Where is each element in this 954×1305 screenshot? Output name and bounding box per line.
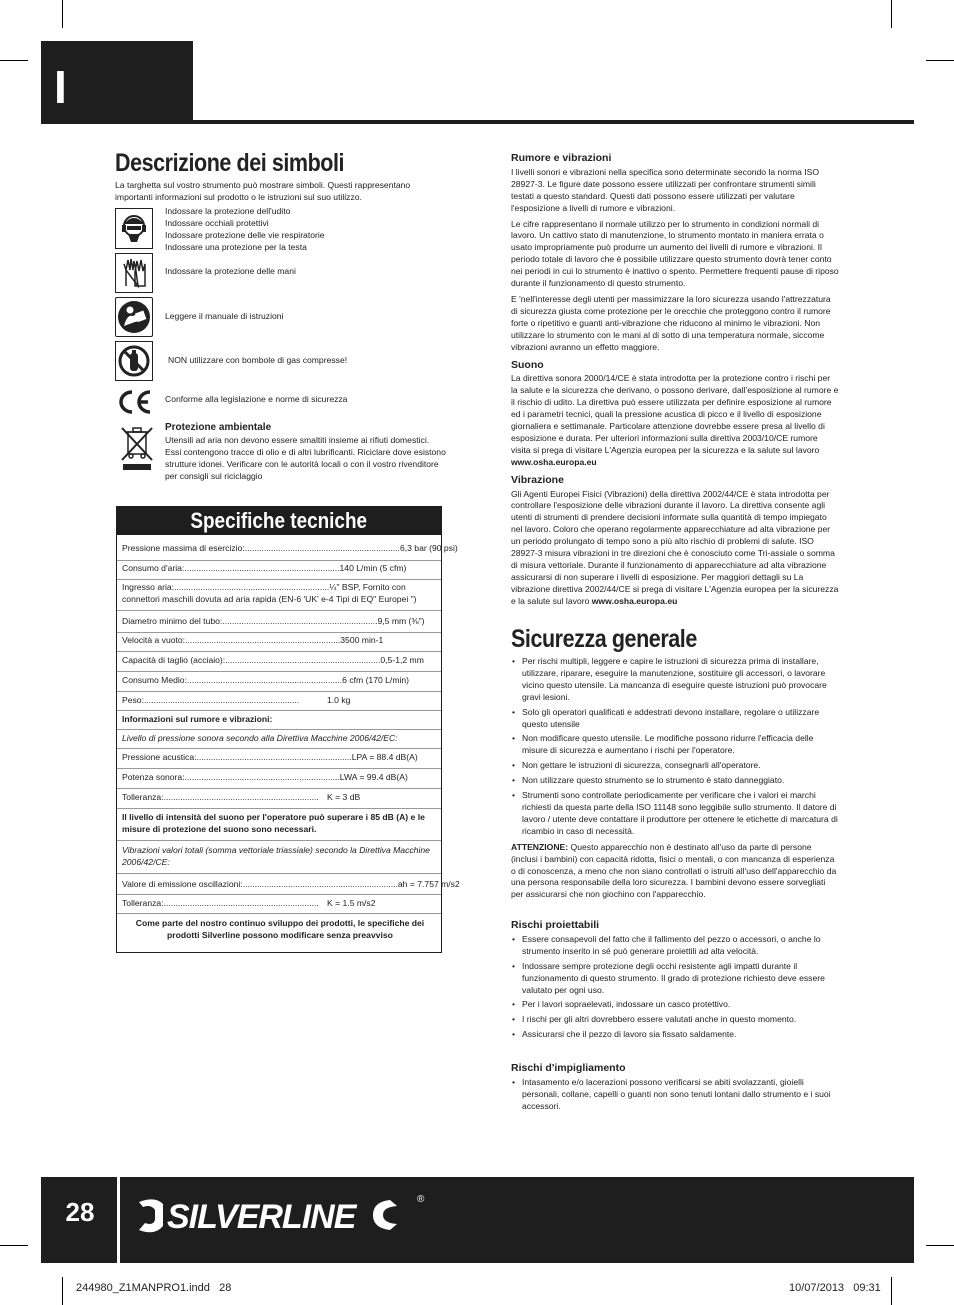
- spec-label: Pressione acustica:.................................................................: [122, 752, 352, 762]
- divider: [117, 808, 441, 809]
- spec-value: 6 cfm (170 L/min): [342, 675, 410, 685]
- spec-label: Velocità a vuoto:.................................................................: [122, 635, 341, 645]
- safety-list: [511, 656, 839, 838]
- list-item: • Non utilizzare questo strumento se lo strumento è stato danneggiato.: [511, 775, 839, 787]
- spec-label: Valore di emissione oscillazioni:.................................................................: [122, 879, 398, 889]
- symbols-intro: La targhetta sul vostro strumento può mostrare simboli. Questi rappresentano importanti informazioni sul prodotto o le istruzioni sul suo utilizzo.: [115, 180, 411, 202]
- divider: [117, 894, 441, 895]
- symbol-ppe-line: Indossare occhiali protettivi: [165, 217, 269, 228]
- projectile-section: [511, 920, 839, 1044]
- weee-bin-icon: [119, 424, 155, 477]
- symbol-ppe-line: Indossare protezione delle vie respiratorie: [165, 229, 325, 240]
- spec-label: Tolleranza:.................................................................: [122, 792, 319, 802]
- list-item: • Essere consapevoli del fatto che il fallimento del pezzo o accessori, o anche lo strumento inserito in sé può generare proiettili ad alta velocità.: [511, 934, 839, 958]
- divider: [117, 840, 441, 841]
- ppe-icon: [115, 208, 153, 249]
- footer-divider: [117, 1177, 120, 1263]
- spec-value: 140 L/min (5 cfm): [339, 563, 407, 573]
- divider: [117, 788, 441, 789]
- noise-section: [511, 153, 839, 612]
- spec-label: Consumo d'aria:.................................................................: [122, 563, 340, 573]
- list-item: • Per rischi multipli, leggere e capire le istruzioni di sicurezza prima di installare, utilizzare, riparare, eseguire la manutenzione, sostituire gli accessori, o lavorare vicino questo utensile. La mancanza di eseguire queste istruzioni può provocare gravi lesioni.: [511, 656, 839, 704]
- projectile-list: [511, 934, 839, 1041]
- language-letter: I: [54, 61, 67, 113]
- gloves-icon: [115, 253, 153, 293]
- vibration-title: Vibrazione: [511, 473, 564, 486]
- spec-row: [122, 582, 440, 594]
- spec-value: LWA = 99.4 dB(A): [339, 772, 408, 782]
- spec-title: Specifiche tecniche: [190, 508, 368, 533]
- noise-paragraph: E 'nell'interesse degli utenti per massimizzare la loro sicurezza usando l'attrezzatura di sicurezza giusta come protezione per le orecchie che proteggono contro il rumore forte o ripetitivo e guanti anti-vibrazione che riducono al minimo le vibrazioni. Non utilizzare lo strumento con le mani al di sotto di una temperatura normale, siccome vibrazioni avranno un effetto maggiore.: [511, 293, 831, 352]
- crop-mark: [891, 0, 892, 28]
- spec-label: Tolleranza:.................................................................: [122, 898, 319, 908]
- safety-section: [511, 656, 839, 905]
- divider: [117, 579, 441, 580]
- spec-row: [122, 543, 458, 555]
- vibration-paragraph: Gli Agenti Europei Fisici (Vibrazioni) della direttiva 2002/44/CE è stata introdotta per controllare l'esposizione delle vibrazioni durante il lavoro. La direttiva consente agli utenti di strumenti di prendere decisioni informate sulla quantità di tempo impiegato nel lavoro. Coloro che operano regolarmente apparecchiature ad alta vibrazione per un periodo prolungato di tempo sono a più alto rischio di problemi di salute. ISO 28927-3 misura vibrazioni in tre direzioni che è conosciuto come Tri-assiale o somma di misura vettoriale. Durante il funzionamento di apparecchiature ad alta vibrazione assicurarsi di non superare i livelli di esposizione. Per maggiori dettagli su La vibrazione direttiva 2002/44/CE si prega di visitare L'Agenzia europea per la sicurezza e la salute sul lavoro www.osha.europa.eu: [511, 488, 839, 606]
- header-rule: [41, 120, 914, 124]
- spec-label: Consumo Medio:.................................................................: [122, 675, 343, 685]
- divider: [117, 560, 441, 561]
- divider: [117, 913, 441, 914]
- crop-mark: [926, 1245, 954, 1246]
- osha-link[interactable]: www.osha.europa.eu: [511, 456, 597, 467]
- environment-title: Protezione ambientale: [165, 422, 272, 433]
- symbol-ppe-line: Indossare una protezione per la testa: [165, 241, 307, 252]
- divider: [117, 691, 441, 692]
- spec-value: ¼" BSP, Fornito con: [329, 582, 406, 592]
- spec-value: 0,5-1,2 mm: [380, 655, 424, 665]
- spec-value: K = 3 dB: [327, 792, 361, 802]
- spec-value: K = 1.5 m/s2: [327, 898, 376, 908]
- crop-mark: [891, 1277, 892, 1305]
- noise-title: Rumore e vibrazioni: [511, 152, 612, 164]
- spec-row: [122, 792, 440, 804]
- symbol-ce-label: Conforme alla legislazione e norme di sicurezza: [165, 394, 348, 404]
- symbol-ppe-line: Indossare la protezione dell'udito: [165, 206, 291, 216]
- entangle-list: [511, 1077, 839, 1113]
- spec-value: ah = 7.757 m/s2: [397, 879, 460, 889]
- spec-value: 9,5 mm (⅜"): [377, 616, 425, 626]
- spec-value: LPA = 88.4 dB(A): [351, 752, 418, 762]
- spec-label: Potenza sonora:.................................................................: [122, 772, 340, 782]
- divider: [117, 610, 441, 611]
- crop-mark: [0, 1245, 28, 1246]
- spec-row: [122, 616, 440, 628]
- list-item: • Intasamento e/o lacerazioni possono verificarsi se abiti svolazzanti, gioielli personali, collane, capelli o guanti non sono tenuti lontani dallo strumento e i suoi accessori.: [511, 1077, 839, 1113]
- entangle-title: Rischi d'impigliamento: [511, 1062, 626, 1074]
- spec-row: [122, 695, 440, 707]
- crop-mark: [62, 0, 63, 28]
- noise-warning: Il livello di intensità del suono per l'operatore può superare i 85 dB (A) e le misure di protezione del suono sono necessari.: [122, 812, 425, 834]
- symbol-gas-label: NON utilizzare con bombole di gas compresse!: [168, 355, 348, 365]
- spec-label: Ingresso aria:.................................................................: [122, 582, 330, 592]
- projectile-title: Rischi proiettabili: [511, 919, 600, 931]
- attention-label: ATTENZIONE:: [511, 841, 569, 852]
- sound-title: Suono: [511, 358, 544, 371]
- date-slug: 10/07/2013 09:31: [789, 1282, 881, 1294]
- spec-row: [122, 655, 440, 667]
- manual-icon: [115, 297, 153, 337]
- spec-row: [122, 635, 440, 647]
- spec-row: [122, 898, 440, 910]
- entangle-section: [511, 1063, 839, 1116]
- list-item: • Indossare sempre protezione degli occhi resistente agli impatti durante il funzionamento di questo strumento. Il grado di protezione richiesto deve essere valutato per ogni uso.: [511, 961, 839, 997]
- divider: [117, 768, 441, 769]
- spec-value: 3500 min-1: [340, 635, 384, 645]
- crop-mark: [0, 60, 28, 61]
- list-item: • I rischi per gli altri dovrebbero essere valutati anche in questo momento.: [511, 1014, 839, 1026]
- divider: [117, 729, 441, 730]
- spec-row: [122, 772, 440, 784]
- list-item: • Strumenti sono controllate periodicamente per verificare che i valori ei marchi richiesti da questa parte della ISO 11148 sono leggibile sullo strumento. Il datore di lavoro / utente deve contattare il produttore per ottenere le etichette di marcatura di ricambio in caso di necessità.: [511, 790, 839, 838]
- noise-info-title: Informazioni sul rumore e vibrazioni:: [122, 714, 273, 724]
- environment-text: Utensili ad aria non devono essere smaltiti insieme ai rifiuti domestici. Essi contengono tracce di olio e di altri lubrificanti. Riciclare dove esistono strutture idonei. Verificare con le autorità locali o con il vostro rivenditore per consigli sul riciclaggio: [165, 435, 446, 481]
- noise-paragraph: I livelli sonori e vibrazioni nella specifica sono determinate secondo la norma ISO 28927-3. Le figure date possono essere utilizzati per confrontare strumenti simili testati a questo standard. Questi dati possono essere utilizzati per valutare l'esposizione a livelli di rumore e vibrazioni.: [511, 166, 820, 213]
- list-item: • Per i lavori sopraelevati, indossare un casco protettivo.: [511, 999, 839, 1011]
- crop-mark: [926, 60, 954, 61]
- page-number: 28: [65, 1197, 95, 1227]
- silverline-logo: [135, 1190, 435, 1245]
- list-item: • Non gettare le istruzioni di sicurezza, consegnarli all'operatore.: [511, 760, 839, 772]
- divider: [117, 748, 441, 749]
- registered-mark: ®: [417, 1194, 425, 1205]
- spec-title-bar: [117, 507, 441, 535]
- vibration-note: Vibrazioni valori totali (somma vettoriale triassiale) secondo la Direttiva Macchine 2006/42/CE:: [122, 845, 430, 867]
- list-item: • Non modificare questo utensile. Le modifiche possono ridurre l'efficacia delle misure di sicurezza e aumentano i rischi per l'operatore.: [511, 733, 839, 757]
- spec-footer-note: Come parte del nostro continuo sviluppo dei prodotti, le specifiche dei prodotti Silverline possono modificare senza preavviso: [135, 918, 425, 940]
- spec-value: 1.0 kg: [327, 695, 351, 705]
- no-gas-cylinder-icon: [115, 341, 153, 381]
- noise-note: Livello di pressione sonora secondo alla Direttiva Macchine 2006/42/EC:: [122, 733, 398, 743]
- list-item: • Assicurarsi che il pezzo di lavoro sia fissato saldamente.: [511, 1029, 839, 1041]
- spec-value: 6,3 bar (90 psi): [399, 543, 458, 553]
- divider: [117, 651, 441, 652]
- spec-label: Diametro minimo del tubo:.................................................................: [122, 616, 378, 626]
- sound-paragraph: La direttiva sonora 2000/14/CE è stata introdotta per la protezione contro i rischi per la salute e la sicurezza che derivano, o possono derivare, dall'esposizione al rumore e il rischio di udito. La direttiva può essere utilizzata per definire esposizione al rumore ed i parametri tecnici, quali la pressione acustica di picco e il livello di esposizione giornaliera e settimanale. Particolare attenzione dovrebbe essere presa al livello di esposizione e durata. Per ulteriori informazioni sulla direttiva 2003/10/CE rumore visita si prega di visitare L'Agenzia europea per la sicurezza e la salute sul lavoro www.osha.europa.eu: [511, 373, 839, 467]
- list-item: • Solo gli operatori qualificati e addestrati devono installare, regolare o utilizzare questo utensile: [511, 707, 839, 731]
- spec-box: [116, 506, 460, 953]
- environment-block: [165, 422, 447, 483]
- spec-label: Peso:.................................................................: [122, 695, 300, 705]
- divider: [117, 632, 441, 633]
- osha-link[interactable]: www.osha.europa.eu: [591, 595, 678, 606]
- spec-label: Capacità di taglio (acciaio):.................................................................: [122, 655, 381, 665]
- divider: [117, 671, 441, 672]
- symbols-title: Descrizione dei simboli: [115, 149, 345, 177]
- symbol-gloves-label: Indossare la protezione delle mani: [165, 266, 296, 276]
- spec-row: [122, 563, 440, 575]
- attention-paragraph: ATTENZIONE: Questo apparecchio non è destinato all'uso da parte di persone (inclusi i bambini) con capacità ridotta, fisici o mentali, o con mancanza di esperienza o di conoscenza, a meno che non siano controllati o istruiti all'uso dell'apparecchio da una persona responsabile della loro sicurezza. I bambini devono essere sorvegliati per assicurarsi che non giochino con l'apparecchio.: [511, 841, 837, 900]
- safety-title: Sicurezza generale: [511, 625, 697, 653]
- noise-paragraph: Le cifre rappresentano il normale utilizzo per lo strumento in condizioni normali di lavoro. Un cattivo stato di manutenzione, lo strumento montato in maniera errata o usato impropriamente può produrre un aumento dei livelli di rumore e vibrazioni. Il periodo totale di lavoro che è possibile utilizzare questo strumento dovrà tener conto nei periodi in cui lo strumento è inattivo o spento. Permettere frequenti pause di riposo durante il funzionamento di questo strumento.: [511, 218, 839, 289]
- symbol-manual-label: Leggere il manuale di istruzioni: [165, 311, 284, 321]
- brand-wordmark: SILVERLINE: [167, 1198, 356, 1236]
- spec-row: [122, 879, 460, 891]
- spec-extra: connettori maschili dovuta ad aria rapida (EN-6 'UK' e-4 Tipi di EQ" Europei "): [122, 594, 417, 604]
- crop-mark: [62, 1277, 63, 1305]
- spec-row: [122, 675, 440, 687]
- file-slug: 244980_Z1MANPRO1.indd 28: [76, 1282, 232, 1294]
- spec-row: [122, 752, 440, 764]
- spec-label: Pressione massima di esercizio:.................................................................: [122, 543, 400, 553]
- divider: [117, 873, 441, 874]
- divider: [117, 710, 441, 711]
- ce-mark-icon: [115, 384, 153, 420]
